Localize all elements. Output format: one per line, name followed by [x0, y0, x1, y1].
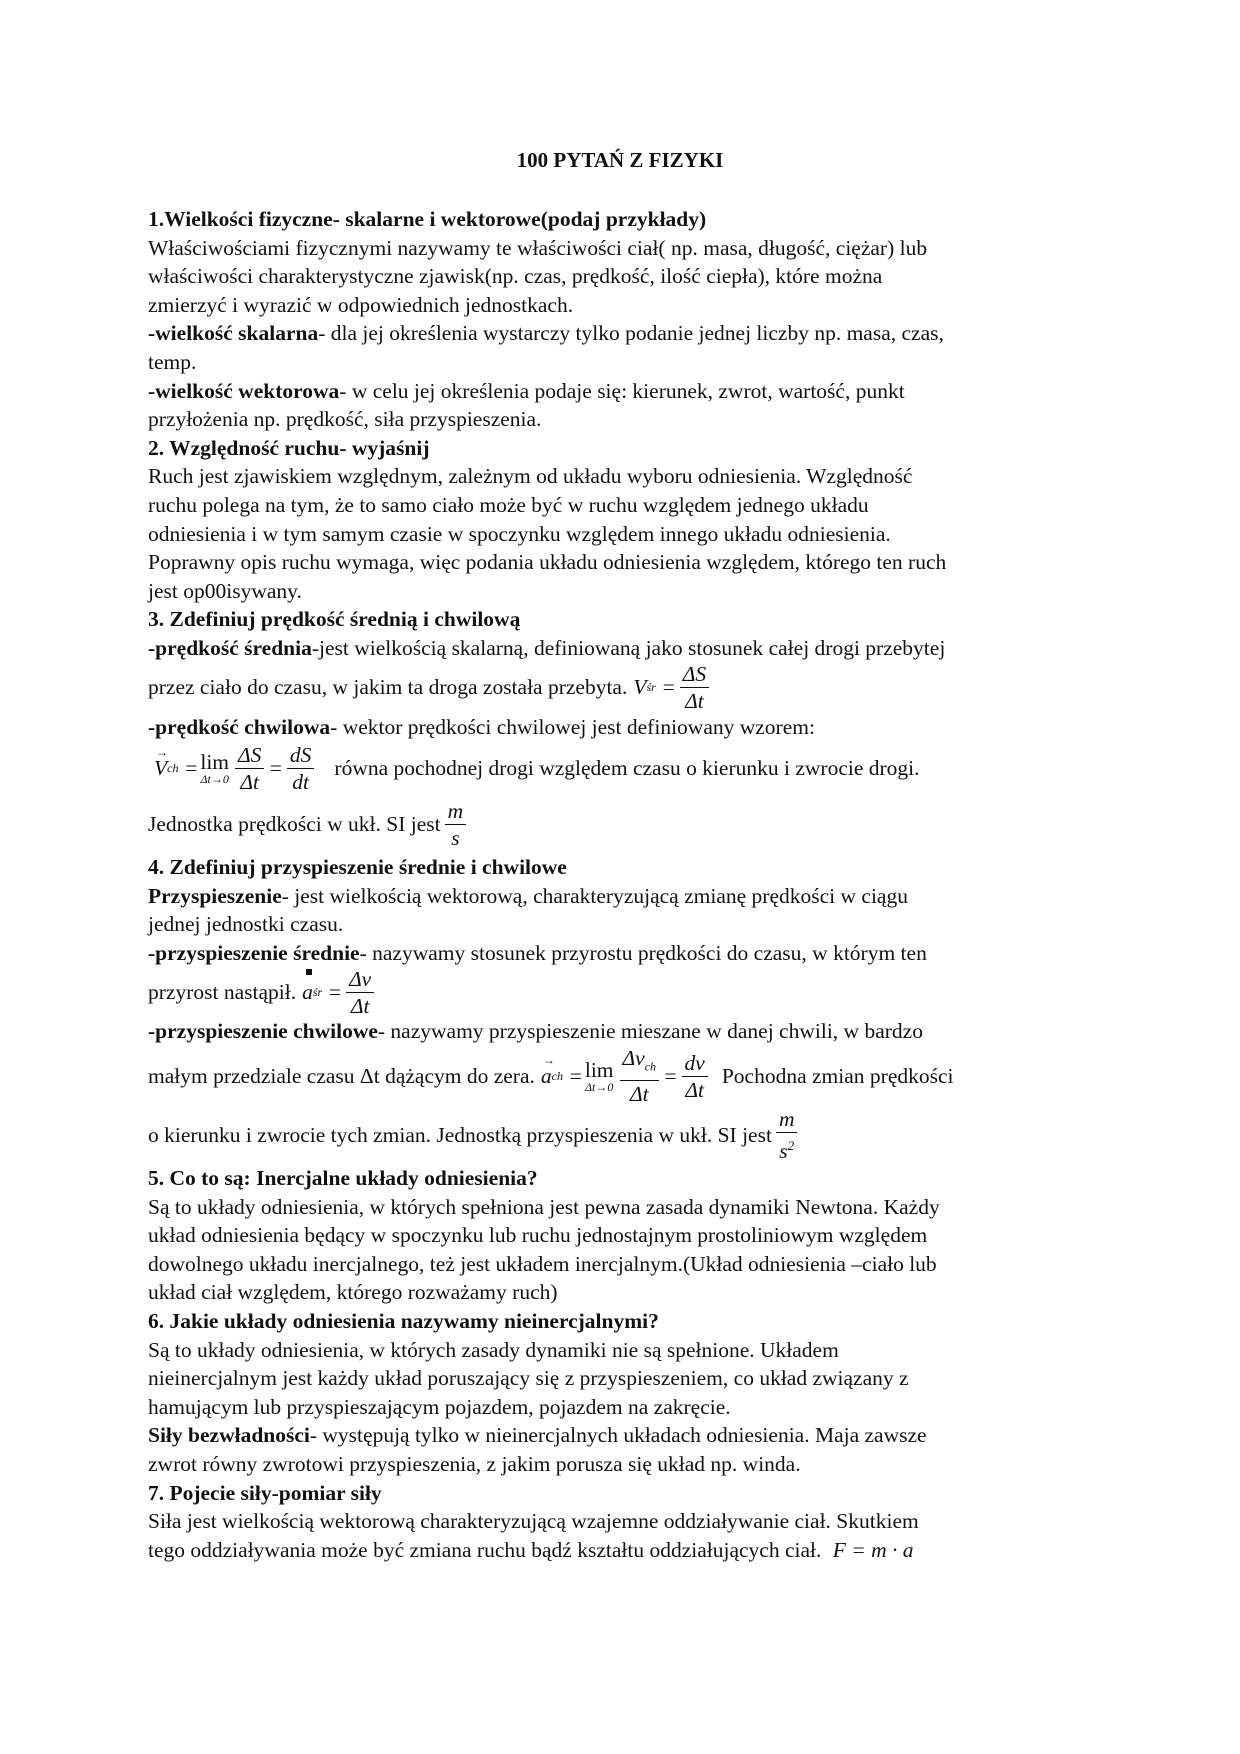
paragraph: hamującym lub przyspieszającym pojazdem, pojazdem na zakręcie. [148, 1394, 731, 1419]
text: - wektor prędkości chwilowej jest definiowany wzorem: [330, 714, 815, 739]
paragraph: jest op00isywany. [148, 578, 302, 603]
text: -jest wielkością skalarną, definiowaną jako stosunek całej drogi przebytej [311, 635, 946, 660]
paragraph [148, 741, 1108, 795]
numerator: ΔS [680, 661, 709, 688]
fraction [287, 742, 315, 795]
paragraph [148, 377, 1108, 406]
paragraph [148, 1421, 1108, 1450]
text: o kierunku i zwrocie tych zmian. Jednostką przyspieszenia w ukł. SI jest [148, 1122, 772, 1147]
formula-avg-velocity: V śr = $\frac{\Delta S}{\Delta t}$ [633, 661, 713, 714]
paragraph [148, 634, 1108, 663]
text: przyrost nastąpił. [148, 980, 297, 1005]
paragraph: układ ciał względem, którego rozważamy ruch) [148, 1280, 558, 1305]
paragraph [148, 319, 1108, 348]
formula-symbol: a [302, 978, 313, 1007]
term: -prędkość średnia [148, 635, 312, 660]
text: - jest wielkością wektorową, charakteryzującą zmianę prędkości w ciągu [281, 883, 908, 908]
limit-label: lim [584, 1058, 614, 1083]
paragraph: właściwości charakterystyczne zjawisk(np. czas, prędkość, ilość ciepła), które można [148, 264, 883, 289]
paragraph [148, 1536, 1108, 1565]
text: równa pochodnej drogi względem czasu o kierunku i zwrocie drogi. [334, 755, 920, 780]
paragraph: Są to układy odniesienia, w których spełniona jest pewna zasada dynamiki Newtona. Każdy [148, 1194, 940, 1219]
text: - nazywamy przyspieszenie mieszane w danej chwili, w bardzo [377, 1019, 923, 1044]
denominator: Δt [350, 993, 370, 1018]
formula-force: F = m · a [832, 1537, 914, 1562]
numerator: dv [682, 1050, 708, 1077]
paragraph: odniesienia i w tym samym czasie w spoczynku względem innego układu odniesienia. [148, 521, 891, 546]
term: -wielkość skalarna [148, 321, 319, 346]
fraction [682, 1050, 708, 1103]
paragraph [148, 882, 1108, 911]
heading-q4: 4. Zdefiniuj przyspieszenie średnie i chwilowe [148, 855, 567, 880]
text: - w celu jej określenia podaje się: kierunek, zwrot, wartość, punkt [339, 378, 905, 403]
paragraph: zwrot równy zwrotowi przyspieszenia, z jakim porusza się układ np. winda. [148, 1452, 801, 1476]
paragraph: Właściwościami fizycznymi nazywamy te właściwości ciał( np. masa, długość, ciężar) lub [148, 235, 928, 260]
numerator-subscript: ch [644, 1059, 657, 1074]
denominator: Δt [685, 1077, 704, 1102]
numerator: m [776, 1106, 798, 1133]
paragraph [148, 663, 1108, 713]
paragraph: Siła jest wielkością wektorową charakteryzującą wzajemne oddziaływanie ciał. Skutkiem [148, 1509, 919, 1534]
formula-subscript: śr [646, 680, 656, 695]
heading-q3: 3. Zdefiniuj prędkość średnią i chwilową [148, 607, 521, 632]
paragraph: jednej jednostki czasu. [148, 912, 344, 937]
formula-inst-acceleration: → a ch = lim Δt→0 $\frac{\Delta v_{ch}}{\Delta t}$ = $\frac{dv}{\Delta t}$ [541, 1045, 712, 1106]
fraction [680, 661, 709, 714]
paragraph: Poprawny opis ruchu wymaga, więc podania układu odniesienia względem, którego ten ruch [148, 550, 947, 575]
limit-label: lim [200, 750, 230, 775]
document-body [148, 205, 1108, 1564]
paragraph: ruchu polega na tym, że to samo ciało może być w ruchu względem jednego układu [148, 492, 869, 517]
term: -prędkość chwilowa [148, 714, 331, 739]
numerator: dS [287, 742, 315, 769]
text: - nazywamy stosunek przyrostu prędkości do czasu, w którym ten [359, 940, 927, 965]
unit-fraction [445, 798, 467, 851]
formula-symbol: → a [541, 1062, 552, 1091]
denominator-symbol: s [779, 1139, 788, 1164]
heading-q7: 7. Pojecie siły-pomiar siły [148, 1480, 382, 1505]
text: - dla jej określenia wystarczy tylko podanie jednej liczby np. masa, czas, [318, 321, 944, 346]
paragraph: Ruch jest zjawiskiem względnym, zależnym od układu wyboru odniesienia. Względność [148, 464, 913, 489]
paragraph [148, 1046, 1108, 1106]
paragraph [148, 713, 1108, 742]
paragraph: przyłożenia np. prędkość, siła przyspieszenia. [148, 407, 542, 432]
limit [585, 1059, 614, 1093]
limit-subscript: Δt→0 [200, 772, 229, 787]
term: -przyspieszenie chwilowe [148, 1019, 378, 1044]
term: Przyspieszenie [148, 883, 282, 908]
paragraph: temp. [148, 349, 197, 374]
formula-subscript: ch [551, 1068, 563, 1083]
denominator: dt [292, 769, 310, 794]
term: -wielkość wektorowa [148, 378, 340, 403]
paragraph [148, 1017, 1108, 1046]
denominator: Δt [685, 689, 704, 713]
text: Jednostka prędkości w ukł. SI jest [148, 811, 441, 836]
paragraph [148, 1106, 1108, 1164]
denominator [779, 1133, 794, 1164]
numerator-symbol: Δv [622, 1046, 645, 1071]
page-title: 100 PYTAŃ Z FIZYKI [516, 148, 724, 172]
denominator: Δt [240, 769, 260, 794]
paragraph [148, 967, 1108, 1017]
denominator: Δt [629, 1081, 649, 1106]
text: małym przedziale czasu Δt dążącym do zera. [148, 1063, 535, 1088]
text: tego oddziaływania może być zmiana ruchu bądź kształtu oddziałujących ciał. [148, 1537, 822, 1562]
heading-q2: 2. Względność ruchu- wyjaśnij [148, 435, 430, 460]
exponent: 2 [787, 1137, 795, 1153]
text: przez ciało do czasu, w jakim ta droga została przebyta. [148, 675, 628, 700]
denominator: s [451, 825, 460, 850]
text: - występują tylko w nieinercjalnych układach odniesienia. Maja zawsze [309, 1423, 927, 1448]
text: Pochodna zmian prędkości [721, 1063, 954, 1088]
limit [200, 751, 229, 785]
paragraph [148, 939, 1108, 968]
paragraph: Są to układy odniesienia, w których zasady dynamiki nie są spełnione. Układem [148, 1337, 839, 1362]
fraction [620, 1045, 660, 1106]
paragraph [148, 795, 1108, 853]
formula-symbol: V [633, 675, 647, 700]
term: Siły bezwładności [148, 1423, 310, 1448]
formula-avg-acceleration: a śr = $\frac{\Delta v}{\Delta t}$ [302, 966, 378, 1019]
numerator: m [445, 798, 467, 825]
fraction [346, 966, 374, 1019]
paragraph: zmierzyć i wyrazić w odpowiednich jednostkach. [148, 292, 574, 317]
term: -przyspieszenie średnie [148, 940, 360, 965]
paragraph: układ odniesienia będący w spoczynku lub ruchu jednostajnym prostoliniowym względem [148, 1223, 928, 1248]
heading-q5: 5. Co to są: Inercjalne układy odniesienia? [148, 1166, 538, 1191]
numerator: Δv [346, 966, 374, 993]
formula-subscript: śr [312, 985, 323, 1000]
formula-inst-velocity: → V ch = lim Δt→0 $\frac{\Delta S}{\Delta t}$ = $\frac{dS}{dt}$ [154, 742, 318, 795]
formula-subscript: ch [167, 760, 179, 775]
formula-symbol: → V [154, 754, 167, 783]
heading-q6: 6. Jakie układy odniesienia nazywamy nieinercjalnymi? [148, 1309, 659, 1334]
heading-q1: 1.Wielkości fizyczne- skalarne i wektorowe(podaj przykłady) [148, 207, 707, 231]
paragraph: nieinercjalnym jest każdy układ poruszający się z przyspieszeniem, co układ związany z [148, 1366, 909, 1391]
fraction [235, 742, 264, 795]
numerator: ΔS [235, 742, 264, 769]
unit-fraction [776, 1106, 798, 1164]
paragraph: dowolnego układu inercjalnego, też jest układem inercjalnym.(Układ odniesienia –ciało lub [148, 1251, 937, 1276]
limit-subscript: Δt→0 [585, 1080, 614, 1095]
numerator [620, 1045, 660, 1080]
